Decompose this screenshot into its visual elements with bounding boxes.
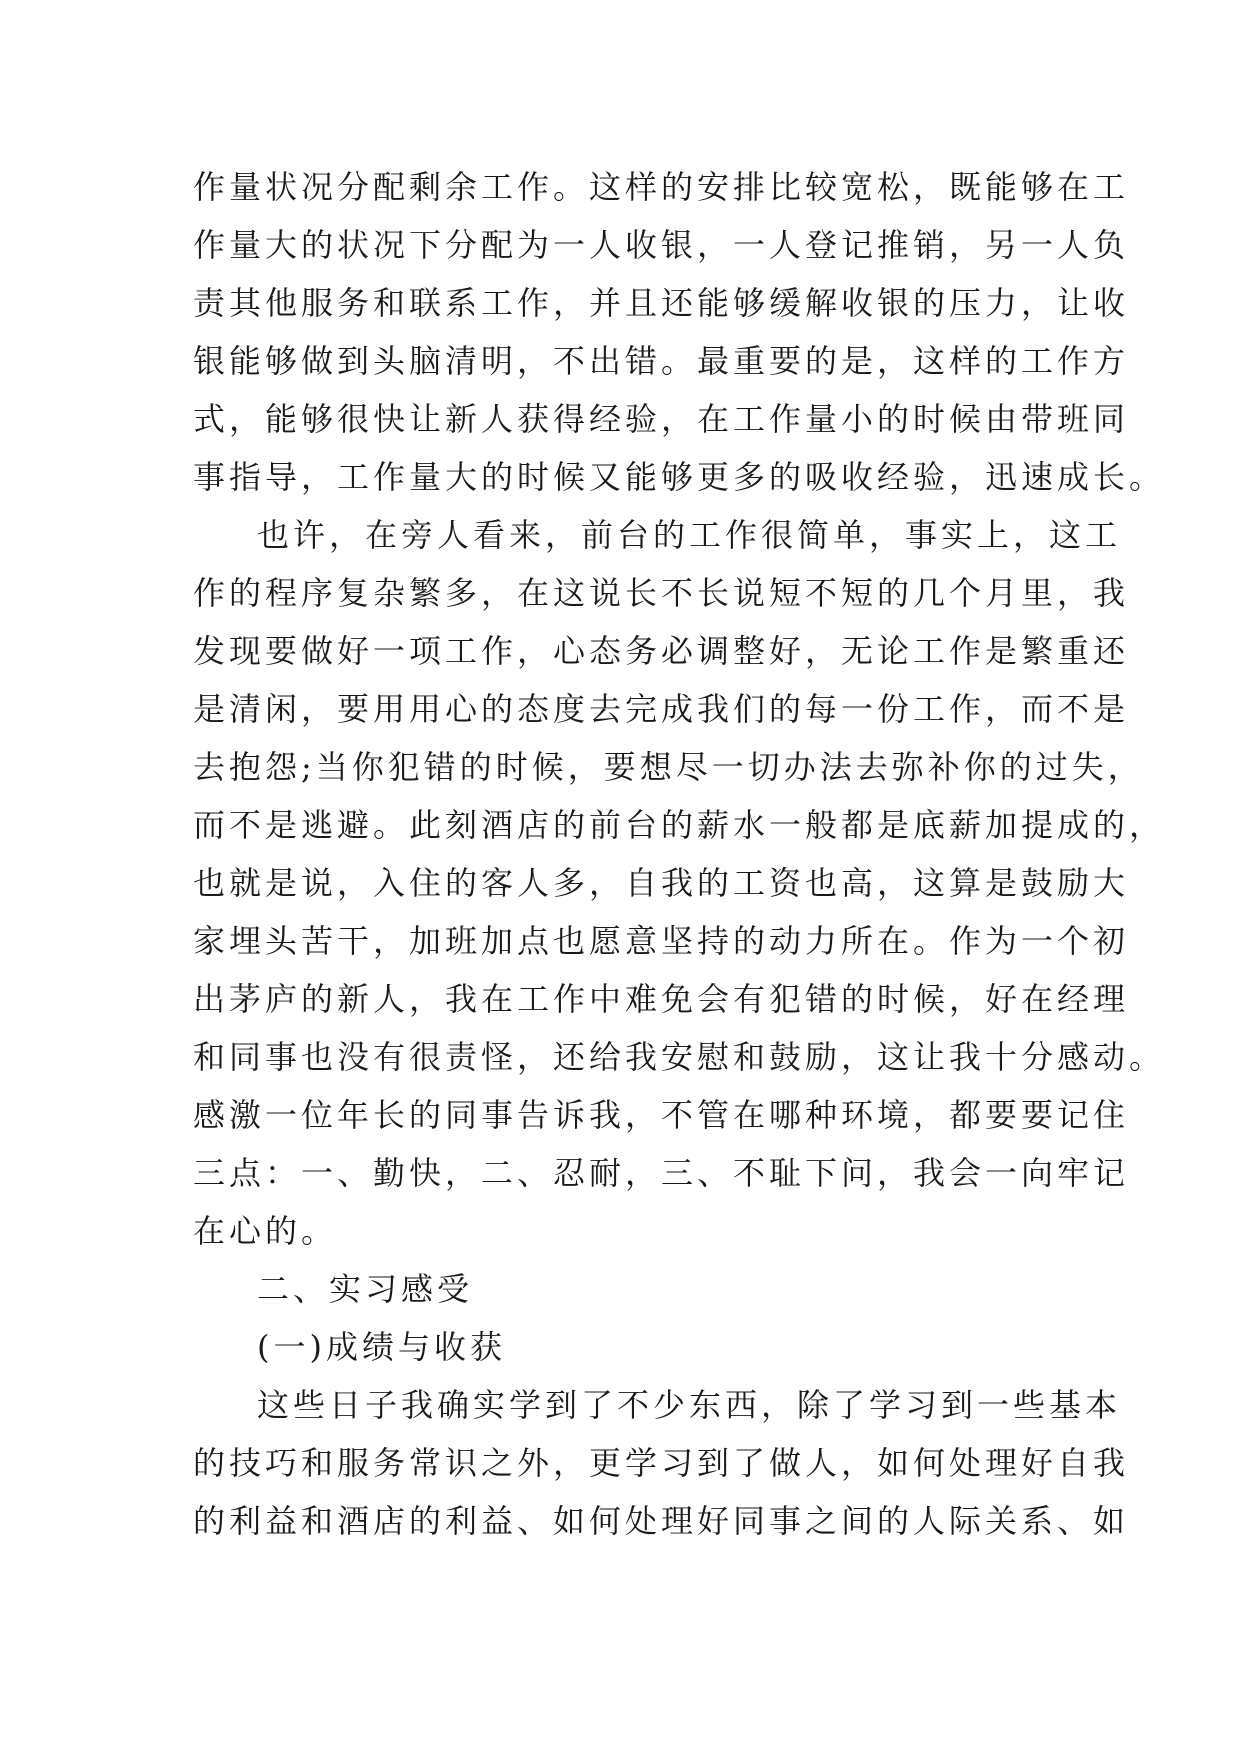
subsection-heading: (一)成绩与收获 bbox=[257, 1328, 506, 1366]
text-line: 感激一位年长的同事告诉我，不管在哪种环境，都要要记住 bbox=[193, 1096, 1130, 1134]
text-line: 去抱怨;当你犯错的时候，要想尽一切办法去弥补你的过失， bbox=[193, 748, 1144, 786]
text-line: 出茅庐的新人，我在工作中难免会有犯错的时候，好在经理 bbox=[193, 980, 1130, 1018]
text-line: 作的程序复杂繁多，在这说长不长说短不短的几个月里，我 bbox=[193, 574, 1130, 612]
text-line: 是清闲，要用用心的态度去完成我们的每一份工作，而不是 bbox=[193, 690, 1130, 728]
text-line: 事指导，工作量大的时候又能够更多的吸收经验，迅速成长。 bbox=[193, 458, 1166, 496]
text-line: 作量状况分配剩余工作。这样的安排比较宽松，既能够在工 bbox=[193, 168, 1130, 206]
text-line: 发现要做好一项工作，心态务必调整好，无论工作是繁重还 bbox=[193, 632, 1130, 670]
text-line: 三点：一、勤快，二、忍耐，三、不耻下问，我会一向牢记 bbox=[193, 1154, 1130, 1192]
text-line: 家埋头苦干，加班加点也愿意坚持的动力所在。作为一个初 bbox=[193, 922, 1130, 960]
text-line: 作量大的状况下分配为一人收银，一人登记推销，另一人负 bbox=[193, 226, 1130, 264]
paragraph-first-line: 这些日子我确实学到了不少东西，除了学习到一些基本 bbox=[257, 1386, 1122, 1424]
section-heading: 二、实习感受 bbox=[257, 1270, 474, 1308]
paragraph-first-line: 也许，在旁人看来，前台的工作很简单，事实上，这工 bbox=[257, 516, 1122, 554]
body-text bbox=[193, 158, 1166, 1550]
text-line: 的技巧和服务常识之外，更学习到了做人，如何处理好自我 bbox=[193, 1444, 1130, 1482]
text-line: 和同事也没有很责怪，还给我安慰和鼓励，这让我十分感动。 bbox=[193, 1038, 1166, 1076]
text-line: 的利益和酒店的利益、如何处理好同事之间的人际关系、如 bbox=[193, 1502, 1130, 1540]
text-line: 责其他服务和联系工作，并且还能够缓解收银的压力，让收 bbox=[193, 284, 1130, 322]
paragraph-last-line: 在心的。 bbox=[193, 1212, 338, 1250]
text-line: 也就是说，入住的客人多，自我的工资也高，这算是鼓励大 bbox=[193, 864, 1130, 902]
text-line: 而不是逃避。此刻酒店的前台的薪水一般都是底薪加提成的， bbox=[193, 806, 1166, 844]
text-line: 银能够做到头脑清明，不出错。最重要的是，这样的工作方 bbox=[193, 342, 1130, 380]
text-line: 式，能够很快让新人获得经验，在工作量小的时候由带班同 bbox=[193, 400, 1130, 438]
